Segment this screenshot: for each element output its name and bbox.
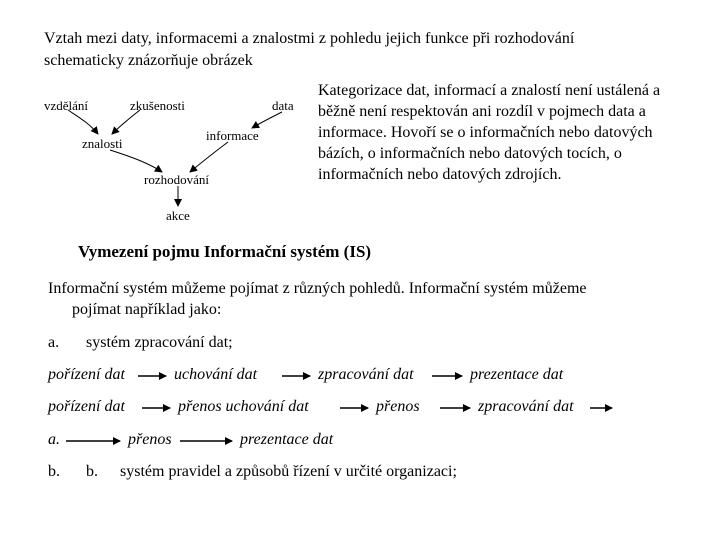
side-text: Kategorizace dat, informací a znalostí není ustálená a běžně není respektován ani rozdíl v pojmech data a informace. Hovoří se o informačních nebo datových bázích, o informačních nebo datových tocích, o informačních nebo datových zdrojích.: [318, 82, 661, 183]
flow1-step-4: prezentace dat: [470, 366, 564, 383]
arrow-data-informace: [252, 112, 282, 128]
diagram-label-informace: informace: [206, 128, 259, 143]
flow1-step-2: uchování dat: [174, 366, 258, 383]
flow1-step-3: zpracování dat: [318, 366, 414, 383]
intro-line-1: Vztah mezi daty, informacemi a znalostmi z pohledu jejich funkce při rozhodování: [44, 30, 575, 47]
flow3-step-2: prezentace dat: [240, 431, 334, 448]
diagram-label-vzdelani: vzdělání: [44, 98, 89, 113]
section-title: Vymezení pojmu Informační systém (IS): [78, 242, 372, 261]
paragraph-line-1: Informační systém můžeme pojímat z různých pohledů. Informační systém můžeme: [48, 280, 587, 297]
diagram-label-akce: akce: [166, 208, 190, 223]
item-a-marker: a.: [48, 334, 60, 351]
diagram-label-data: data: [272, 98, 294, 113]
flow1-step-1: pořízení dat: [48, 366, 125, 383]
arrow-znalosti-rozhodovani: [110, 150, 162, 172]
flow3-marker: a.: [48, 431, 60, 448]
item-a-text: systém zpracování dat;: [86, 334, 233, 351]
item-b-marker-2: b.: [86, 463, 98, 480]
item-b-text: systém pravidel a způsobů řízení v určité organizaci;: [120, 463, 457, 480]
diagram-label-znalosti: znalosti: [82, 136, 123, 151]
flow2-step-4: zpracování dat: [478, 398, 574, 415]
diagram-label-zkusenosti: zkušenosti: [130, 98, 185, 113]
arrow-vzdelani-znalosti: [68, 110, 98, 134]
flow2-step-3: přenos: [376, 398, 420, 415]
item-b-marker-1: b.: [48, 463, 60, 480]
intro-line-2: schematicky znázorňuje obrázek: [44, 52, 253, 69]
flow3-step-1: přenos: [128, 431, 172, 448]
flow2-step-2: přenos uchování dat: [178, 398, 309, 415]
arrow-informace-rozhodovani: [190, 142, 228, 172]
paragraph-line-2: pojímat například jako:: [72, 301, 222, 318]
flow2-step-1: pořízení dat: [48, 398, 125, 415]
arrow-zkusenosti-znalosti: [112, 110, 140, 134]
diagram-label-rozhodovani: rozhodování: [144, 172, 209, 187]
